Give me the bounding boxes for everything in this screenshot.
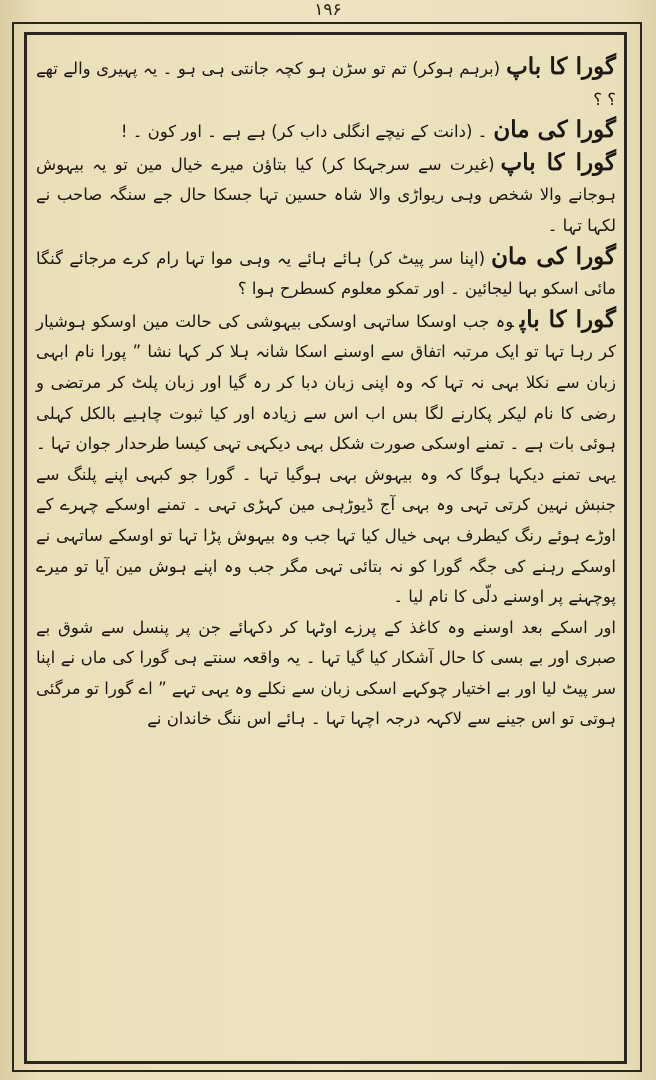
page-number: ۱۹۶ (314, 0, 342, 20)
dialogue-paragraph (36, 115, 616, 148)
paragraph-text: (اپنا سر پیٹ کر) ہائے ہائے یہ وہی موا تہا رام کرے مرجائے گنگا مائی اسکو بہا لیجائین ۔ اور تمکو معلوم کسطرح ہوا ؟ (36, 248, 616, 299)
speaker-label: گورا کا باپ (500, 148, 616, 176)
narration-paragraph (36, 613, 616, 735)
dialogue-paragraph (36, 305, 616, 613)
dialogue-paragraph (36, 242, 616, 305)
paragraph-text: ۔ (دانت کے نیچے انگلی داب کر) ہے ہے ۔ اور کون ۔ ! (120, 122, 488, 142)
speaker-label: گورا کا باپ (519, 305, 616, 333)
dialogue-paragraph (36, 148, 616, 242)
urdu-text-body (36, 52, 616, 1057)
speaker-label: گورا کا باپ (506, 53, 616, 80)
paragraph-text: (برہم ہوکر) تم تو سڑن ہو کچہ جانتی ہی ہو ۔ یہ پہیری والے تھے ؟ ؟ (36, 59, 616, 109)
speaker-label: گورا کی مان (493, 116, 616, 144)
paragraph-text: اور اسکے بعد اوسنے وہ کاغذ کے پرزے اوٹہا کر دکہائے جن پر پنسل سے شوق بے صبری اور بے بسی کا حال آشکار کیا گیا تہا ۔ یہ واقعہ سنتے ہی گورا کی ماں نے اپنا سر پیٹ لیا اور بے اختیار چوکہے اسکی زبان سے نکلے وہ یہی تہے ” اے گورا تو مرگئی ہوتی تو اس جینے سے لاکہہ درجہ اچہا تہا ۔ ہائے اس ننگ خاندان نے (36, 617, 616, 729)
paragraph-text: وہ جب اوسکا ساتہی اوسکی بیہوشی کی حالت مین اوسکو ہوشیار کر رہا تہا تو ایک مرتبہ اتفاق سے اوسنے اسکا شانہ ہلا کر کہا نشا ” پورا نام ابہی زبان سے نکلا بہی نہ تہا کہ وہ اپنی زبان دبا کر رہ گیا اور زبان پلٹ کر مرتضی و رضی کا نام لیکر پکارنے لگا بس اب اس سے زیادہ اور کیا ثبوت چاہیے بالکل کہلی ہوئی بات ہے ۔ تمنے اوسکی صورت شکل بہی دیکہی تہی کیسا طرحدار جوان تہا ۔ یہی تمنے دیکہا ہوگا کہ وہ بیہوش بہی ہوگیا تہا ۔ گورا جو کبہی اپنے پلنگ سے جنبش نہین کرتی تہی وہ بہی آج ڈیوڑہی مین کہڑی تہی ۔ تمنے اوسکے چہرے کے اوڑے ہوئے رنگ کیطرف بہی خیال کیا تہا جب وہ بیہوش پڑا تہا تو اوسکے ساتہی نے اوسکے رہنے کی جگہ گورا کو نہ بتائی تہی مگر جب وہ اپنے ہوش مین آیا تو میرے پوچہنے پر اوسنے دلّی کا نام لیا ۔ (36, 311, 616, 607)
dialogue-paragraph (36, 52, 616, 115)
paragraph-text: (غیرت سے سرجہکا کر) کیا بتاؤن میرے خیال مین تو یہ بیہوش ہوجانے والا شخص وہی ریواڑی والا شاہ حسین تہا جسکا حال جے سنگہ صاحب نے لکہا تہا ۔ (36, 154, 616, 235)
speaker-label: گورا کی مان (491, 242, 617, 270)
